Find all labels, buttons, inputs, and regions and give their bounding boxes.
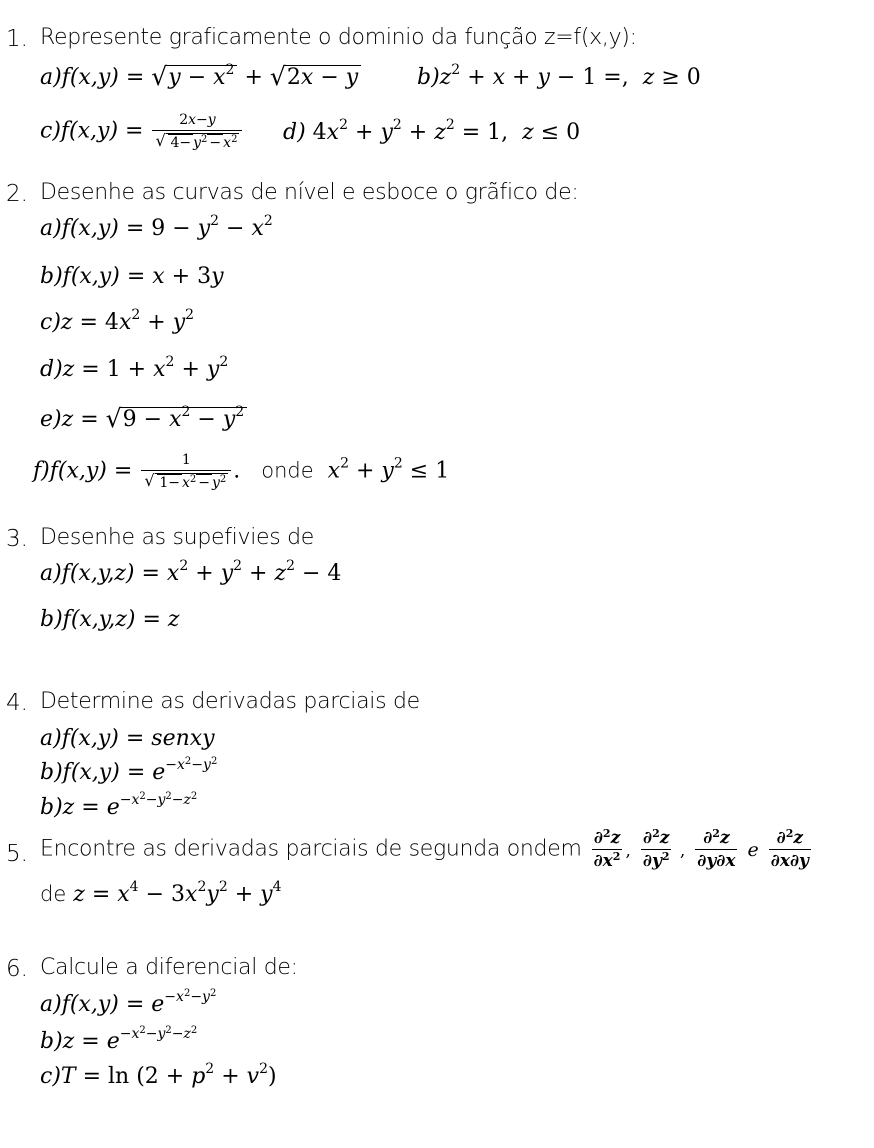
q1-item-b: $b)z^2 + x + y - 1$ =, z ≥ 0 [417,62,701,90]
q6-title: Calcule a diferencial de: [40,955,298,980]
q5-line: Encontre as derivadas parciais de segunda ondem $\frac{\partial^2z}{\partial x^2}$ , $\frac{\partial^2z}{\partial y^2}$ , $\frac{\partial^2z}{\partial y\partial x}$ e $\frac{\partial^2z}{\partial x\partial y}$ [40,827,809,871]
q4-item-b: $b)f(x,y) = e^{-x^2-y^2}$ [40,756,218,785]
q3-b-label: b) [40,607,63,632]
q2-item-e: e)z = √ $9 - x^2 - y^2$ [40,407,247,432]
q2-c-label: c) [40,310,61,335]
q1-a-label: a) [40,65,62,90]
q6-c-label: c) [40,1064,61,1089]
q2-item-b: b)f(x,y) = x + 3y [40,264,224,289]
q3-title: Desenhe as supefivies de [40,525,315,550]
q4-item-c: $b)z = e^{-x^2-y^2-z^2}$ [40,791,198,820]
q1-number: 1. [6,26,28,52]
q4-number: 4. [6,690,28,716]
q1-title: Represente graficamente o dominio da função z=f(x,y): [40,25,637,50]
fraction: $\frac{\partial^2z}{\partial y\partial x}$ [697,827,736,871]
q5-de: de [40,882,67,906]
sqrt-symbol: √ $9 - x^2 - y^2$ [106,407,248,432]
q6-item-a: $a)f(x,y) = e^{-x^2-y^2}$ [40,988,217,1017]
q6-item-b: $b)z = e^{-x^2-y^2-z^2}$ [40,1025,198,1054]
fraction: $\frac{\partial^2z}{\partial x\partial y}$ [770,827,809,871]
q6-a-label: a) [40,992,62,1017]
q3-a-label: a) [40,561,62,586]
sqrt-symbol: √ 2x − y [270,65,361,90]
fraction: 2x−y √ $4- y^2 - x^2$ [152,112,242,151]
fraction: 1 √ $1- x^2 - y^2$ [141,452,231,491]
q5-title: Encontre as derivadas parciais de segunda ondem [40,836,582,862]
q2-e-label: e) [40,407,62,432]
q2-item-c: $c)z = 4x^2 + y^2$ [40,307,195,335]
q6-number: 6. [6,956,28,982]
q4-item-a: a)f(x,y) = senxy [40,726,215,751]
fraction: $\frac{\partial^2z}{\partial x^2}$ [593,827,621,871]
q1-item-c: c)f(x,y) = 2x−y √ $4- y^2 - x^2$ [40,112,244,151]
q2-item-a: $a)f(x,y) = 9 - y^2 - x^2$ [40,213,273,241]
q4-b-label: b) [40,760,63,785]
q6-b-label: b) [40,1029,63,1054]
q5-number: 5. [6,841,28,867]
q6-item-c: $c)T = \ln (2 + p^2 + v^2)$ [40,1061,277,1089]
q1-item-d: d) $4x^2 + y^2 + z^2 = 1$, z ≤ 0 [283,117,581,145]
q5-e: e [747,838,759,861]
q3-item-a: $a)f(x,y,z) = x^2 + y^2 + z^2 - 4$ [40,558,342,586]
q3-number: 3. [6,526,28,552]
q2-d-label: d) [40,357,63,382]
sqrt-symbol: √ $y - x^2$ [151,65,237,90]
q1-item-a: a)f(x,y) = √ $y - x^2$ + √ 2x − y [40,65,361,90]
q1-c-label: c) [40,118,61,144]
q2-f-note: onde [261,458,314,483]
q4-title: Determine as derivadas parciais de [40,689,420,714]
q2-b-label: b) [40,264,63,289]
q2-item-d: $d)z = 1 + x^2 + y^2$ [40,354,229,382]
q1-b-label: b) [417,65,440,90]
q4-a-label: a) [40,726,62,751]
q2-f-label: f) [33,458,50,484]
q5-function: de $z = x^4 - 3x^2y^2 + y^4$ [40,879,282,907]
q2-item-f: f)f(x,y) = 1 √ $1- x^2 - y^2$ . onde $x^2 + y^2 \le 1$ [33,452,449,491]
q2-title: Desenhe as curvas de nível e esboce o grãfico de: [40,180,579,205]
q3-item-b: b)f(x,y,z) = z [40,607,180,632]
fraction: $\frac{\partial^2z}{\partial y^2}$ [642,827,670,871]
q2-a-label: a) [40,216,62,241]
q1-d-label: d) [283,120,306,145]
q4-c-label: b) [40,795,63,820]
q2-number: 2. [6,181,28,207]
